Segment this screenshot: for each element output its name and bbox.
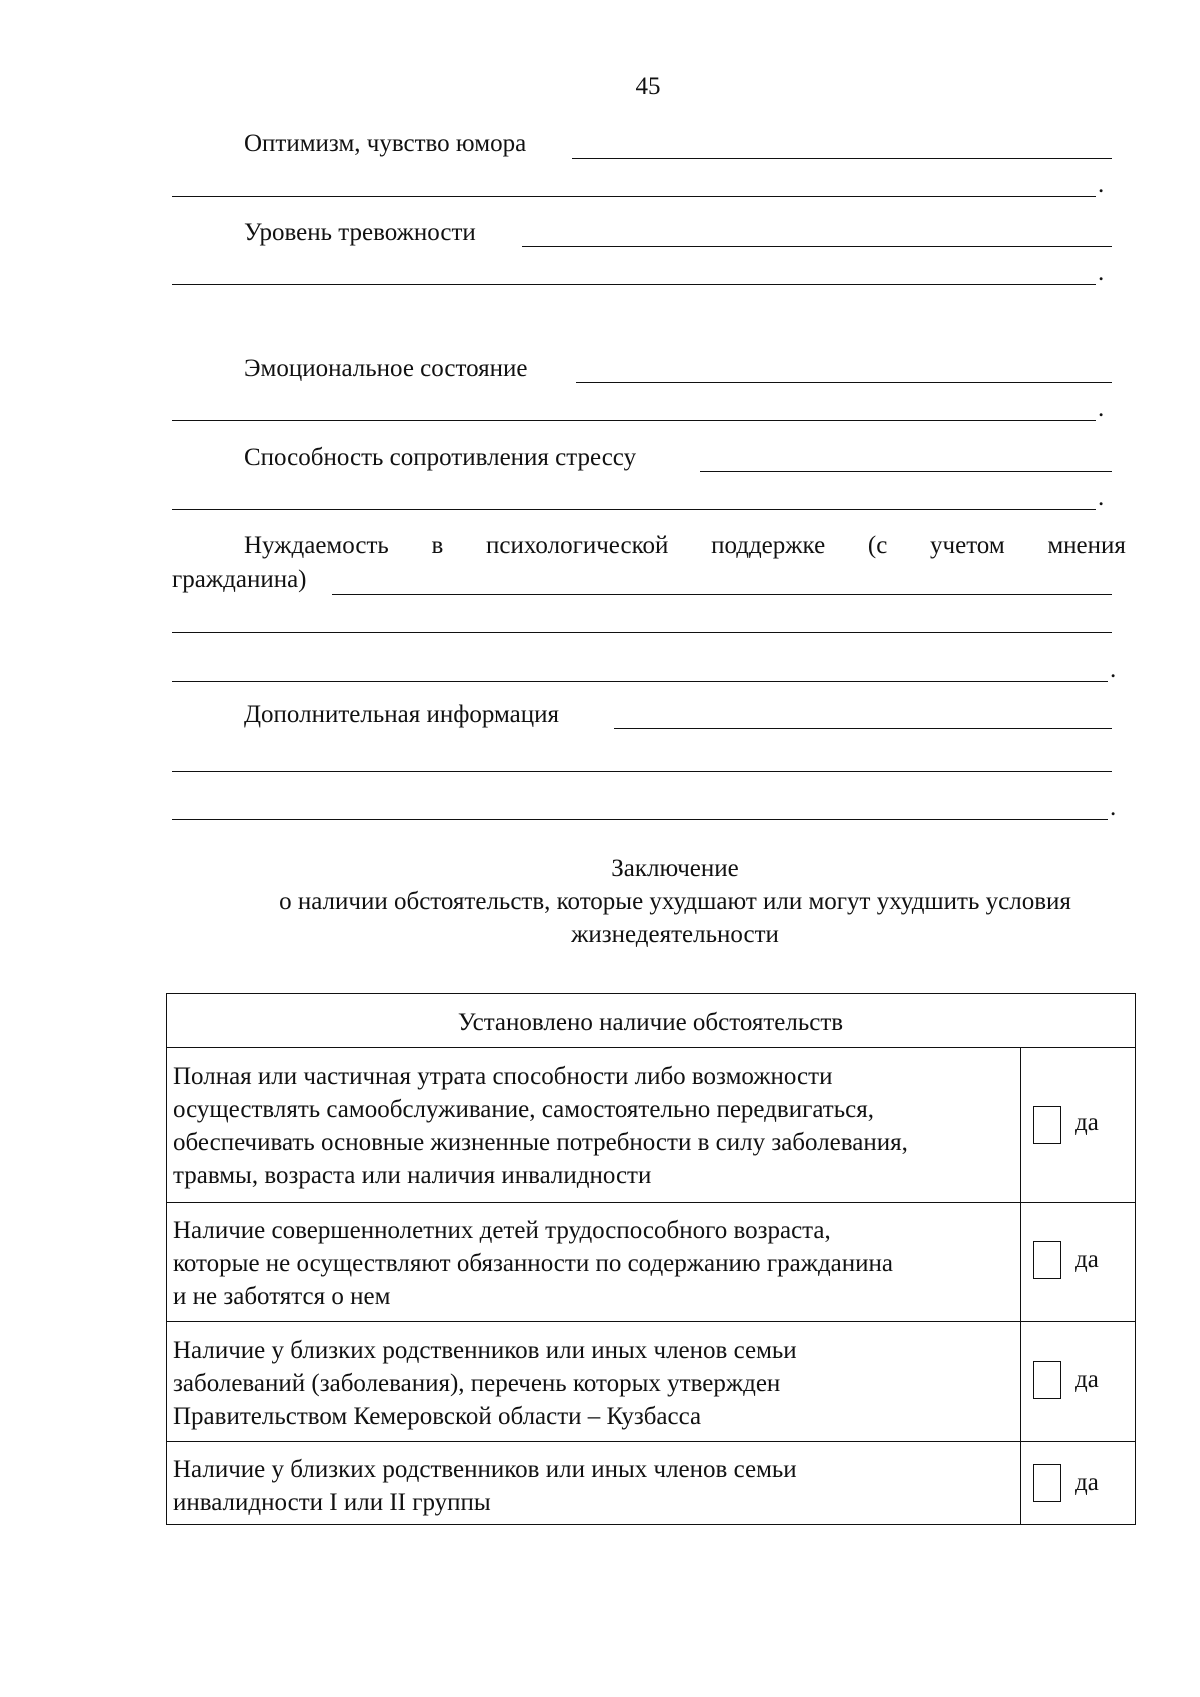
field-line-support-3[interactable] [172,681,1108,682]
support-word: мнения [1047,532,1126,559]
field-label-additional: Дополнительная информация [244,701,560,728]
table-row [173,1060,1013,1192]
table-row [173,1453,1013,1519]
table-divider [167,1047,1135,1048]
row-checkbox[interactable] [1033,1464,1061,1502]
row-text-line: Наличие у близких родственников или иных членов семьи [173,1456,797,1483]
page-number: 45 [635,73,661,100]
row-checkbox[interactable] [1033,1361,1061,1399]
row-text-line: обеспечивать основные жизненные потребности в силу заболевания, [173,1129,908,1156]
conclusion-title: Заключение [611,855,739,882]
field-label-support-2: гражданина) [172,566,307,593]
field-line-additional[interactable] [614,728,1112,729]
row-checkbox[interactable] [1033,1241,1061,1279]
support-word: психологической [486,532,669,559]
field-label-emotional: Эмоциональное состояние [244,355,528,382]
field-line-additional-2[interactable] [172,771,1112,772]
field-label-stress: Способность сопротивления стрессу [244,444,637,471]
field-label-anxiety: Уровень тревожности [244,219,476,246]
field-period: . [1110,794,1117,821]
circumstances-table [166,993,1136,1525]
row-option-label: да [1075,1109,1099,1136]
field-line-support[interactable] [332,594,1112,595]
conclusion-subtitle: о наличии обстоятельств, которые ухудшают или могут ухудшить условия [279,888,1071,915]
field-line-stress-2[interactable] [172,509,1096,510]
row-text-line: травмы, возраста или наличия инвалидности [173,1162,652,1189]
row-text-line: Правительством Кемеровской области – Кузбасса [173,1403,702,1430]
row-text-line: осуществлять самообслуживание, самостоятельно передвигаться, [173,1096,874,1123]
row-option-label: да [1075,1246,1099,1273]
support-word: (с [867,532,888,559]
field-line-anxiety-2[interactable] [172,284,1096,285]
table-column-divider [1020,1047,1021,1524]
row-text-line: инвалидности I или II группы [173,1489,491,1516]
field-line-support-2[interactable] [172,632,1112,633]
field-period: . [1098,171,1105,198]
support-word: поддержке [711,532,826,559]
row-option-label: да [1075,1366,1099,1393]
table-divider [167,1321,1135,1322]
field-period: . [1098,259,1105,286]
conclusion-subtitle-2: жизнедеятельности [571,921,779,948]
field-line-emotional[interactable] [576,382,1112,383]
field-period: . [1098,395,1105,422]
table-header: Установлено наличие обстоятельств [457,1009,844,1036]
support-word: учетом [930,532,1005,559]
row-text-line: и не заботятся о нем [173,1283,391,1310]
field-label-optimism: Оптимизм, чувство юмора [244,130,527,157]
table-divider [167,1202,1135,1203]
field-line-stress[interactable] [700,471,1112,472]
field-line-additional-3[interactable] [172,819,1108,820]
field-period: . [1110,656,1117,683]
field-line-anxiety[interactable] [522,246,1112,247]
table-divider [167,1441,1135,1442]
support-word: Нуждаемость [244,532,389,559]
field-line-emotional-2[interactable] [172,420,1096,421]
row-option-label: да [1075,1469,1099,1496]
table-row [173,1334,1013,1433]
row-text-line: заболеваний (заболевания), перечень которых утвержден [173,1370,781,1397]
field-line-optimism[interactable] [572,158,1112,159]
row-text-line: Наличие у близких родственников или иных членов семьи [173,1337,797,1364]
support-word: в [431,532,444,559]
row-text-line: которые не осуществляют обязанности по содержанию гражданина [173,1250,894,1277]
row-text-line: Наличие совершеннолетних детей трудоспособного возраста, [173,1217,831,1244]
field-line-optimism-2[interactable] [172,196,1096,197]
table-row [173,1214,1013,1313]
field-period: . [1098,484,1105,511]
row-text-line: Полная или частичная утрата способности либо возможности [173,1063,833,1090]
row-checkbox[interactable] [1033,1106,1061,1144]
field-label-support [244,531,1126,561]
